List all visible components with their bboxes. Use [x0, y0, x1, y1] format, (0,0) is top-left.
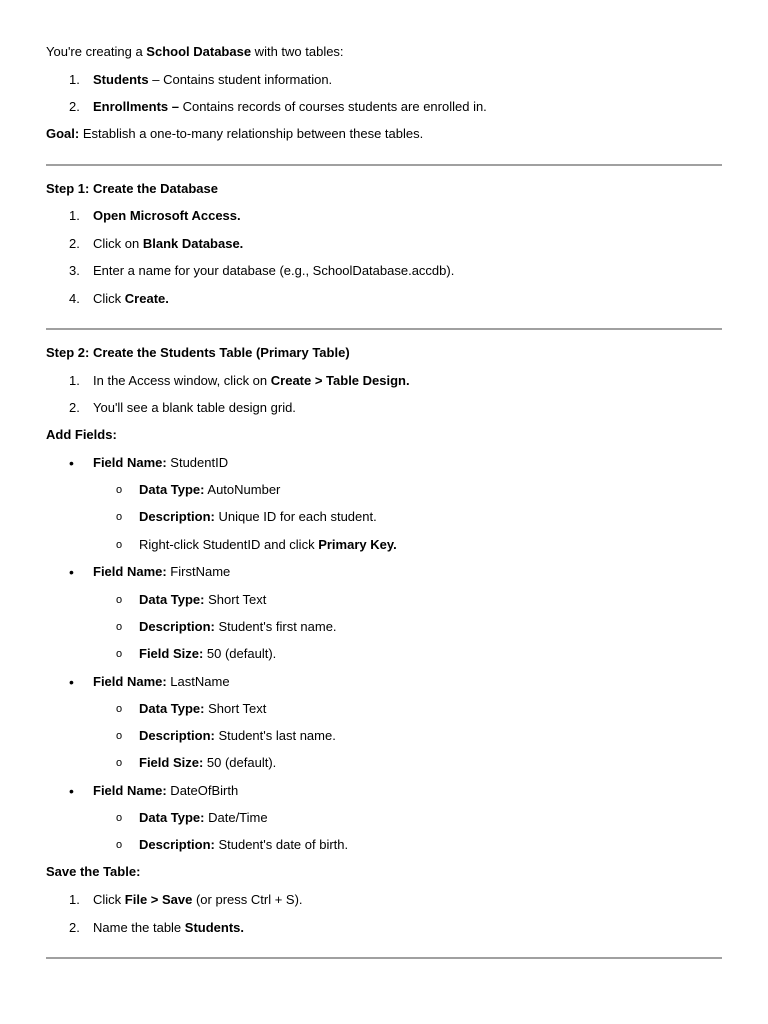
property-label: Description:: [139, 619, 215, 634]
field-value: StudentID: [166, 455, 229, 470]
property-label: Data Type:: [139, 810, 205, 825]
intro-text: You're creating a: [46, 44, 147, 59]
list-item-bold: Enrollments –: [93, 99, 179, 114]
list-item-text: – Contains student information.: [148, 72, 333, 87]
list-item-text: Enter a name for your database (e.g., SchoolDatabase.accdb).: [93, 263, 455, 278]
field-item: [93, 455, 228, 471]
property-value: Date/Time: [204, 810, 268, 825]
sub-bullet-icon: o: [116, 539, 123, 551]
list-item-text: Contains records of courses students are enrolled in.: [178, 99, 487, 114]
list-item: [93, 892, 303, 908]
property-value: Student's first name.: [214, 619, 337, 634]
sub-bullet-icon: o: [116, 730, 123, 742]
goal-text: Establish a one-to-many relationship between these tables.: [79, 126, 424, 141]
list-item-bold: Blank Database.: [142, 236, 244, 251]
field-property: [139, 646, 276, 662]
list-item: [93, 99, 487, 115]
sub-bullet-icon: o: [116, 621, 123, 633]
bullet-icon: •: [69, 564, 74, 580]
goal-line: [46, 126, 423, 142]
list-item: [93, 291, 169, 307]
horizontal-divider: [46, 328, 722, 330]
list-item: [93, 373, 410, 389]
field-item: [93, 674, 230, 690]
bullet-icon: •: [69, 674, 74, 690]
property-bold: Primary Key.: [318, 537, 397, 552]
label-text: Save the Table:: [46, 864, 141, 879]
heading-text: Step 1: Create the Database: [46, 181, 218, 196]
list-number: 2.: [69, 236, 80, 251]
field-property: [139, 728, 336, 744]
sub-bullet-icon: o: [116, 812, 123, 824]
list-number: 2.: [69, 400, 80, 415]
bullet-icon: •: [69, 783, 74, 799]
heading-text: Step 2: Create the Students Table (Primary Table): [46, 345, 350, 360]
step1-heading: [46, 181, 218, 197]
list-item-text: Click on: [93, 236, 143, 251]
list-item: [93, 208, 241, 224]
list-number: 3.: [69, 263, 80, 278]
field-property: [139, 592, 266, 608]
property-value: 50 (default).: [203, 755, 277, 770]
property-label: Field Size:: [139, 755, 204, 770]
list-item: [93, 72, 332, 88]
field-property: [139, 537, 397, 553]
property-text: Right-click StudentID and click: [139, 537, 319, 552]
list-item-text: In the Access window, click on: [93, 373, 271, 388]
field-property: [139, 619, 337, 635]
bullet-icon: •: [69, 455, 74, 471]
field-item: [93, 564, 230, 580]
property-label: Data Type:: [139, 701, 205, 716]
property-value: Student's last name.: [214, 728, 336, 743]
list-item-text: You'll see a blank table design grid.: [93, 400, 296, 415]
sub-bullet-icon: o: [116, 839, 123, 851]
sub-bullet-icon: o: [116, 703, 123, 715]
field-item: [93, 783, 238, 799]
property-label: Field Size:: [139, 646, 204, 661]
step2-heading: [46, 345, 350, 361]
sub-bullet-icon: o: [116, 511, 123, 523]
property-value: 50 (default).: [203, 646, 277, 661]
list-item-text: Name the table: [93, 920, 185, 935]
field-value: LastName: [166, 674, 230, 689]
sub-bullet-icon: o: [116, 648, 123, 660]
field-property: [139, 755, 276, 771]
field-label: Field Name:: [93, 674, 167, 689]
list-item: [93, 920, 244, 936]
list-item-bold: Create > Table Design.: [270, 373, 410, 388]
property-label: Description:: [139, 837, 215, 852]
list-item-bold: Students: [93, 72, 149, 87]
list-item-bold: File > Save: [124, 892, 193, 907]
field-property: [139, 482, 280, 498]
sub-bullet-icon: o: [116, 594, 123, 606]
save-table-label: [46, 864, 140, 880]
field-value: FirstName: [166, 564, 231, 579]
property-value: AutoNumber: [204, 482, 281, 497]
field-property: [139, 701, 266, 717]
field-label: Field Name:: [93, 564, 167, 579]
intro-bold: School Database: [146, 44, 252, 59]
property-label: Description:: [139, 728, 215, 743]
horizontal-divider: [46, 164, 722, 166]
add-fields-label: [46, 427, 117, 443]
list-number: 1.: [69, 373, 80, 388]
list-item-bold: Open Microsoft Access.: [93, 208, 241, 223]
list-item: [93, 400, 296, 416]
list-number: 4.: [69, 291, 80, 306]
label-text: Add Fields:: [46, 427, 117, 442]
intro-line: [46, 44, 344, 60]
list-item-bold: Create.: [124, 291, 169, 306]
field-label: Field Name:: [93, 455, 167, 470]
property-value: Short Text: [204, 592, 267, 607]
property-label: Description:: [139, 509, 215, 524]
property-value: Short Text: [204, 701, 267, 716]
list-item: [93, 263, 454, 279]
sub-bullet-icon: o: [116, 757, 123, 769]
list-item-bold: Students.: [184, 920, 245, 935]
property-label: Data Type:: [139, 592, 205, 607]
list-number: 1.: [69, 72, 80, 87]
property-value: Unique ID for each student.: [214, 509, 377, 524]
list-item: [93, 236, 243, 252]
property-value: Student's date of birth.: [214, 837, 349, 852]
list-number: 1.: [69, 892, 80, 907]
goal-label: Goal:: [46, 126, 80, 141]
field-label: Field Name:: [93, 783, 167, 798]
property-label: Data Type:: [139, 482, 205, 497]
horizontal-divider: [46, 957, 722, 959]
list-number: 2.: [69, 99, 80, 114]
field-property: [139, 837, 348, 853]
list-number: 2.: [69, 920, 80, 935]
list-item-text: Click: [93, 892, 125, 907]
list-number: 1.: [69, 208, 80, 223]
field-property: [139, 810, 268, 826]
field-value: DateOfBirth: [166, 783, 239, 798]
field-property: [139, 509, 377, 525]
intro-text-end: with two tables:: [251, 44, 344, 59]
sub-bullet-icon: o: [116, 484, 123, 496]
list-item-text: Click: [93, 291, 125, 306]
list-item-text-end: (or press Ctrl + S).: [192, 892, 303, 907]
